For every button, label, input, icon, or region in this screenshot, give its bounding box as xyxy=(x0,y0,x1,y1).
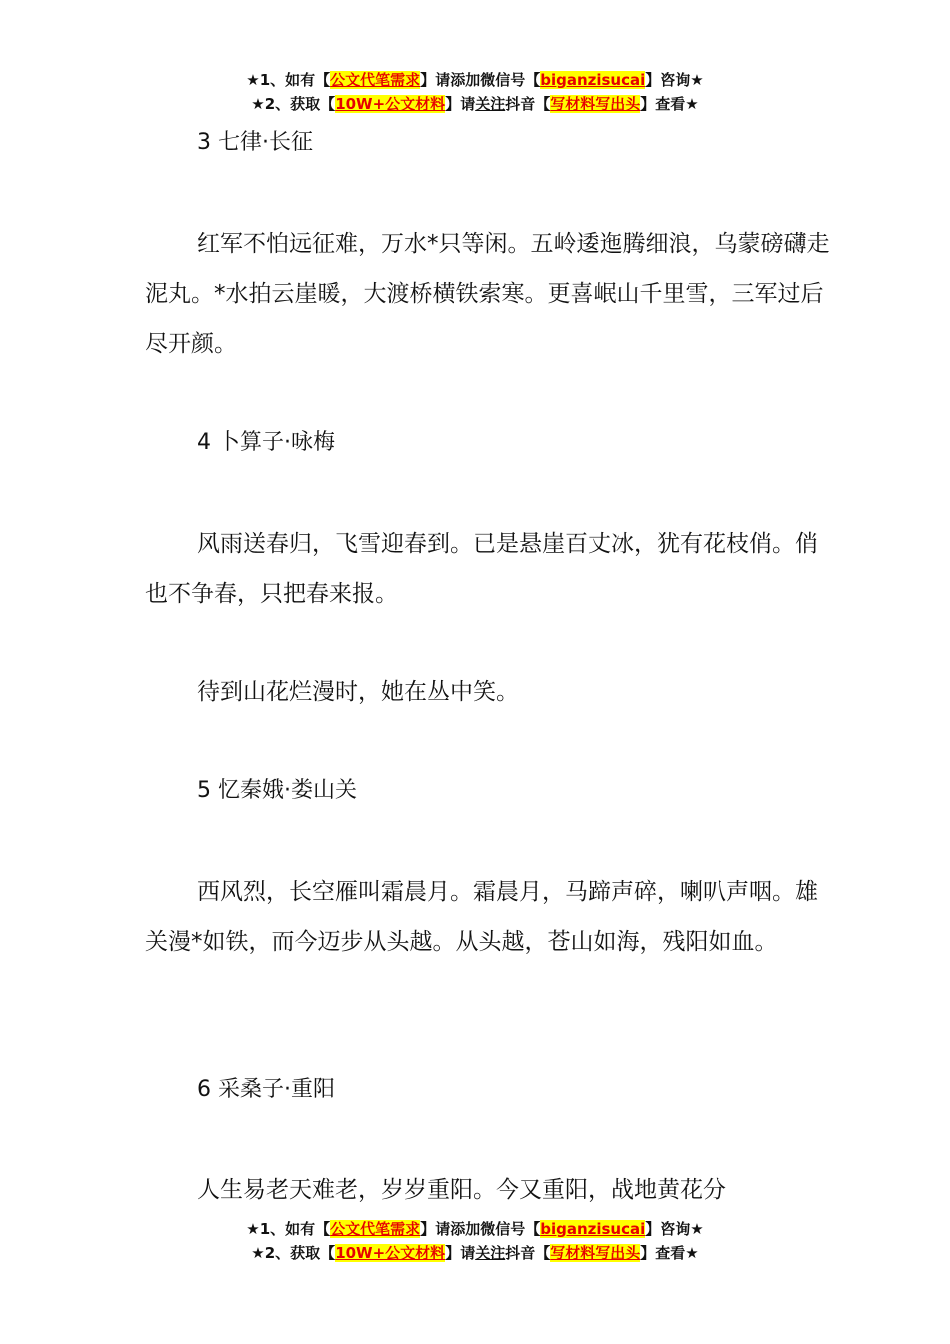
douyin-account-highlight: 写材料写出头 xyxy=(550,95,641,113)
wechat-id-highlight: biganzisucai xyxy=(540,71,646,89)
banner-line-1: ★1、如有【公文代笔需求】请添加微信号【biganzisucai】咨询★ xyxy=(246,71,704,89)
footer-banner xyxy=(0,1217,950,1265)
poem-paragraph: 风雨送春归，飞雪迎春到。已是悬崖百丈冰，犹有花枝俏。俏也不争春，只把春来报。 xyxy=(145,531,818,607)
section-heading-4: 4 卜算子·咏梅 xyxy=(197,430,335,455)
header-banner xyxy=(0,68,950,116)
banner-line-2: ★2、获取【10W+公文材料】请关注抖音【写材料写出头】查看★ xyxy=(251,95,699,113)
materials-highlight: 10W+公文材料 xyxy=(335,95,446,113)
poem-paragraph: 人生易老天难老，岁岁重阳。今又重阳，战地黄花分 xyxy=(197,1177,726,1203)
poem-paragraph: 西风烈，长空雁叫霜晨月。霜晨月，马蹄声碎，喇叭声咽。雄关漫*如铁，而今迈步从头越。从头越，苍山如海，残阳如血。 xyxy=(145,879,818,955)
section-heading-3: 3 七律·长征 xyxy=(197,130,313,155)
douyin-account-highlight: 写材料写出头 xyxy=(550,1244,641,1262)
banner-line-1: ★1、如有【公文代笔需求】请添加微信号【biganzisucai】咨询★ xyxy=(246,1220,704,1238)
ghostwriting-highlight: 公文代笔需求 xyxy=(330,1220,421,1238)
materials-highlight: 10W+公文材料 xyxy=(335,1244,446,1262)
poem-paragraph: 待到山花烂漫时，她在丛中笑。 xyxy=(197,679,519,705)
poem-paragraph: 红军不怕远征难，万水*只等闲。五岭逶迤腾细浪，乌蒙磅礴走泥丸。*水拍云崖暖，大渡桥横铁索寒。更喜岷山千里雪，三军过后尽开颜。 xyxy=(145,231,830,357)
banner-line-2: ★2、获取【10W+公文材料】请关注抖音【写材料写出头】查看★ xyxy=(251,1244,699,1262)
section-heading-5: 5 忆秦娥·娄山关 xyxy=(197,778,357,803)
wechat-id-highlight: biganzisucai xyxy=(540,1220,646,1238)
section-heading-6: 6 采桑子·重阳 xyxy=(197,1077,335,1102)
ghostwriting-highlight: 公文代笔需求 xyxy=(330,71,421,89)
